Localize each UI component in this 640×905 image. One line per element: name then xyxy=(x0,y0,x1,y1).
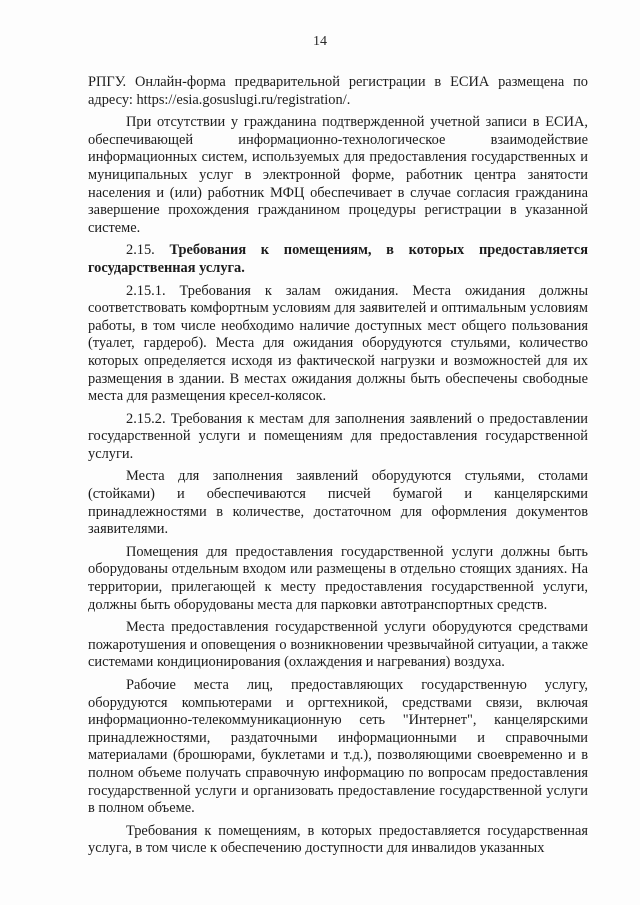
paragraph-fire-safety: Места предоставления государственной услуги оборудуются средствами пожаротушения и оповещения о возникновении чрезвычайной ситуации, а также системами кондиционирования (охлаждения и нагревания) воздуха. xyxy=(88,619,588,671)
section-number: 2.15. xyxy=(126,242,155,259)
paragraph-premises: Помещения для предоставления государственной услуги должны быть оборудованы отдельным входом или размещены в отдельно стоящих зданиях. На территории, прилегающей к месту предоставления государственной услуги, должны быть оборудованы места для парковки автотранспортных средств. xyxy=(88,543,588,613)
paragraph-2-15-1: 2.15.1. Требования к залам ожидания. Места ожидания должны соответствовать комфортным условиям для заявителей и оптимальным условиям работы, в том числе необходимо наличие доступных мест общего пользования (туалет, гардероб). Места для ожидания оборудуются стульями, количество которых определяется исходя из фактической нагрузки и возможностей для их размещения в здании. В местах ожидания должны быть обеспечены свободные места для размещения кресел-колясок. xyxy=(88,282,588,405)
section-heading-2-15 xyxy=(88,242,588,277)
paragraph-esia-registration: При отсутствии у гражданина подтвержденной учетной записи в ЕСИА, обеспечивающей информационно-технологическое взаимодействие информационных систем, используемых для предоставления государственных и муниципальных услуг в электронной форме, работник центра занятости населения и (или) работник МФЦ обеспечивает в случае согласия гражданина завершение прохождения гражданином процедуры регистрации в указанной системе. xyxy=(88,114,588,236)
paragraph-esia-address: РПГУ. Онлайн-форма предварительной регистрации в ЕСИА размещена по адресу: https://esia.gosuslugi.ru/registration/. xyxy=(88,74,588,108)
paragraph-accessibility: Требования к помещениям, в которых предоставляется государственная услуга, в том числе к обеспечению доступности для инвалидов указанных xyxy=(88,822,588,857)
document-body xyxy=(88,74,588,863)
paragraph-workplaces: Рабочие места лиц, предоставляющих государственную услугу, оборудуются компьютерами и оргтехникой, средствами связи, включая информационно-телекоммуникационную сеть "Интернет", канцелярскими принадлежностями, раздаточными информационными и справочными материалами (брошюрами, буклетами и т.д.), позволяющими своевременно и в полном объеме получать справочную информацию по вопросам предоставления государственной услуги и организовать предоставление государственной услуги в полном объеме. xyxy=(88,677,588,817)
section-title: Требования к помещениям, в которых предоставляется государственная услуга. xyxy=(88,242,588,276)
paragraph-2-15-2: 2.15.2. Требования к местам для заполнения заявлений о предоставлении государственной услуги и помещениям для предоставления государственной услуги. xyxy=(88,410,588,462)
page-number: 14 xyxy=(313,34,327,49)
paragraph-filling-places: Места для заполнения заявлений оборудуются стульями, столами (стойками) и обеспечиваются писчей бумагой и канцелярскими принадлежностями в количестве, достаточном для оформления документов заявителями. xyxy=(88,468,588,538)
